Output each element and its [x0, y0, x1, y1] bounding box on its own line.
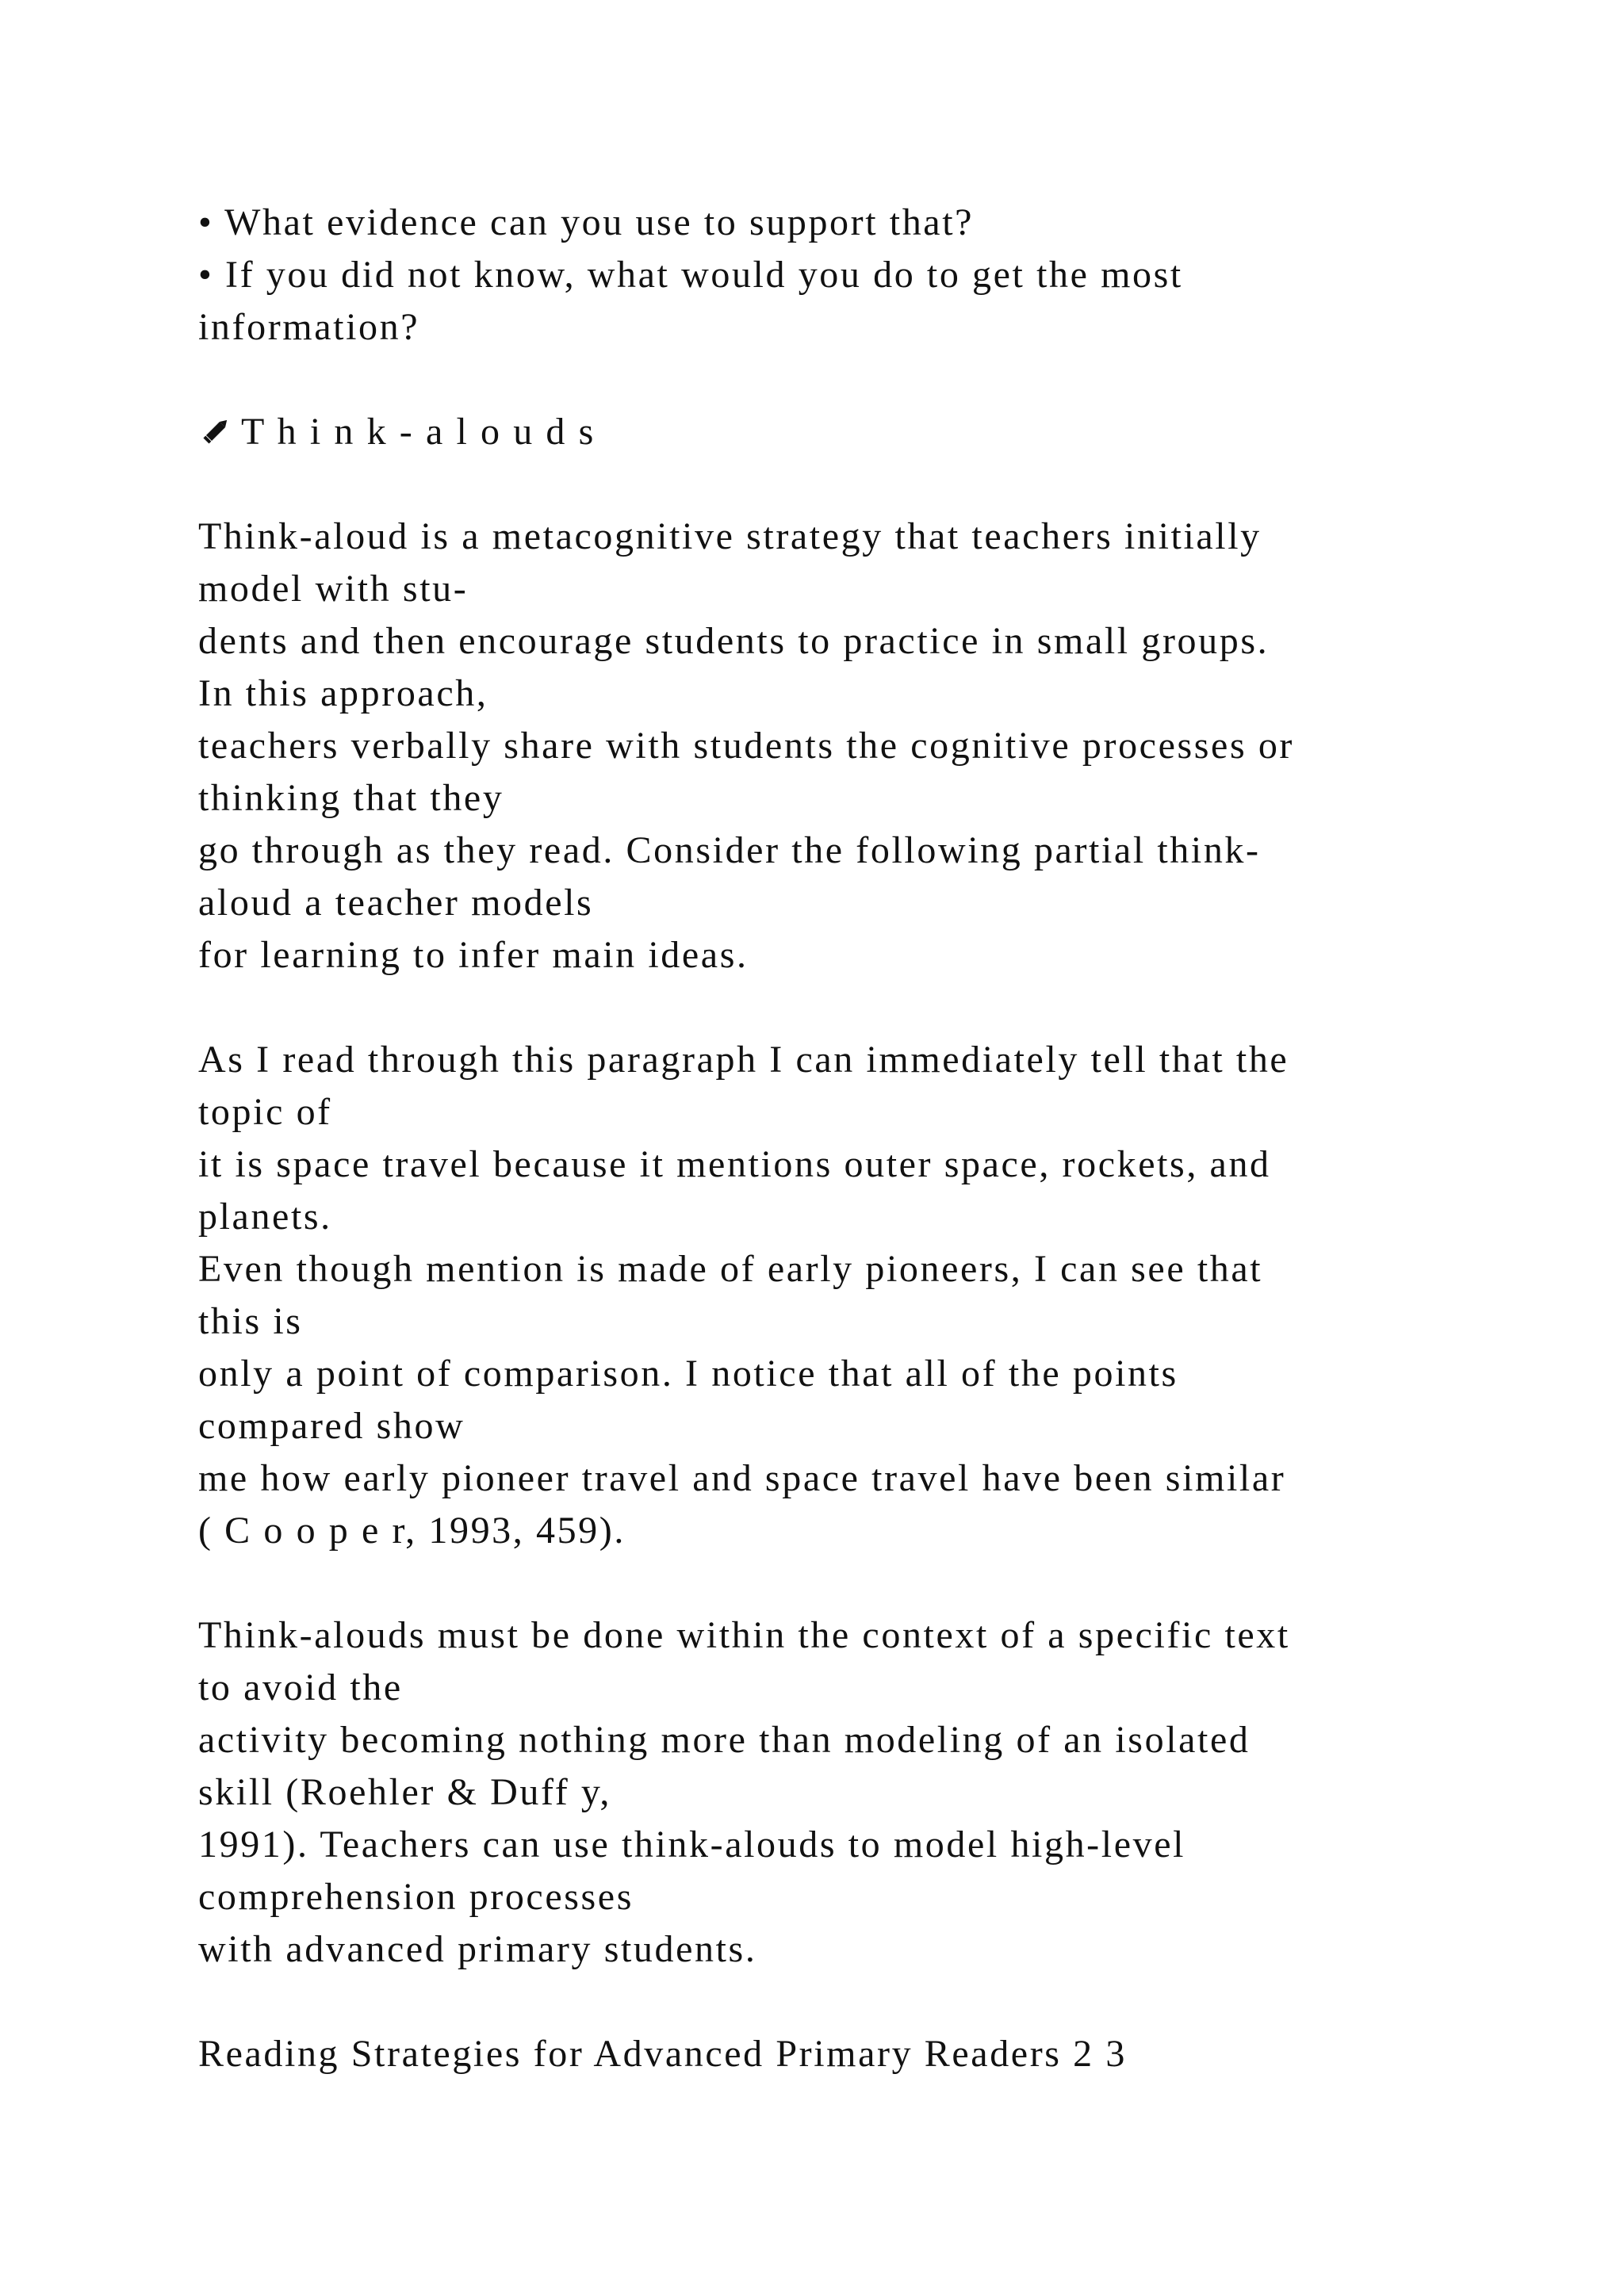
- quote-line: it is space travel because it mentions outer space, rockets, and: [198, 1143, 1271, 1185]
- paragraph-line: Think-alouds must be done within the context of a specific text: [198, 1614, 1290, 1656]
- paragraph-line: go through as they read. Consider the following partial think-: [198, 829, 1261, 871]
- quote-line: Even though mention is made of early pioneers, I can see that: [198, 1248, 1263, 1290]
- paragraph-line: teachers verbally share with students the cognitive processes or: [198, 725, 1295, 767]
- page-footer: Reading Strategies for Advanced Primary Readers 2 3: [198, 2033, 1127, 2075]
- spacer: [198, 1976, 1546, 2028]
- paragraph-line: for learning to infer main ideas.: [198, 934, 749, 976]
- paragraph-line: skill (Roehler & Duff y,: [198, 1771, 612, 1813]
- quote-citation: ( C o o p e r, 1993, 459).: [198, 1510, 626, 1552]
- document-body: [198, 197, 1546, 2080]
- quote-line: topic of: [198, 1091, 332, 1133]
- paragraph-line: activity becoming nothing more than modeling of an isolated: [198, 1719, 1251, 1761]
- paragraph-line: thinking that they: [198, 777, 504, 819]
- bullet-item-continuation: information?: [198, 306, 420, 348]
- bullet-item: • What evidence can you use to support that?: [198, 201, 975, 243]
- paragraph-line: aloud a teacher models: [198, 882, 594, 924]
- paragraph-line: model with stu-: [198, 568, 469, 610]
- quote-line: this is: [198, 1300, 303, 1342]
- paragraph-line: 1991). Teachers can use think-alouds to model high-level: [198, 1823, 1186, 1866]
- paragraph-line: to avoid the: [198, 1667, 403, 1709]
- quote-line: planets.: [198, 1196, 332, 1238]
- section-heading-text: T h i n k - a l o u d s: [241, 411, 596, 453]
- quote-line: me how early pioneer travel and space travel have been similar: [198, 1457, 1286, 1499]
- quote-line: As I read through this paragraph I can immediately tell that the: [198, 1039, 1289, 1081]
- bullet-item: • If you did not know, what would you do to get the most: [198, 254, 1183, 296]
- spacer: [198, 1557, 1546, 1609]
- section-heading: [198, 406, 1546, 458]
- paragraph-line: dents and then encourage students to practice in small groups.: [198, 620, 1270, 662]
- spacer: [198, 458, 1546, 511]
- paragraph-line: In this approach,: [198, 672, 488, 714]
- paragraph-line: with advanced primary students.: [198, 1928, 757, 1970]
- spacer: [198, 354, 1546, 406]
- spacer: [198, 982, 1546, 1034]
- paragraph-line: comprehension processes: [198, 1876, 634, 1918]
- quote-line: compared show: [198, 1405, 465, 1447]
- pencil-icon: [198, 414, 233, 449]
- quote-line: only a point of comparison. I notice that all of the points: [198, 1353, 1178, 1395]
- paragraph-line: Think-aloud is a metacognitive strategy that teachers initially: [198, 515, 1262, 557]
